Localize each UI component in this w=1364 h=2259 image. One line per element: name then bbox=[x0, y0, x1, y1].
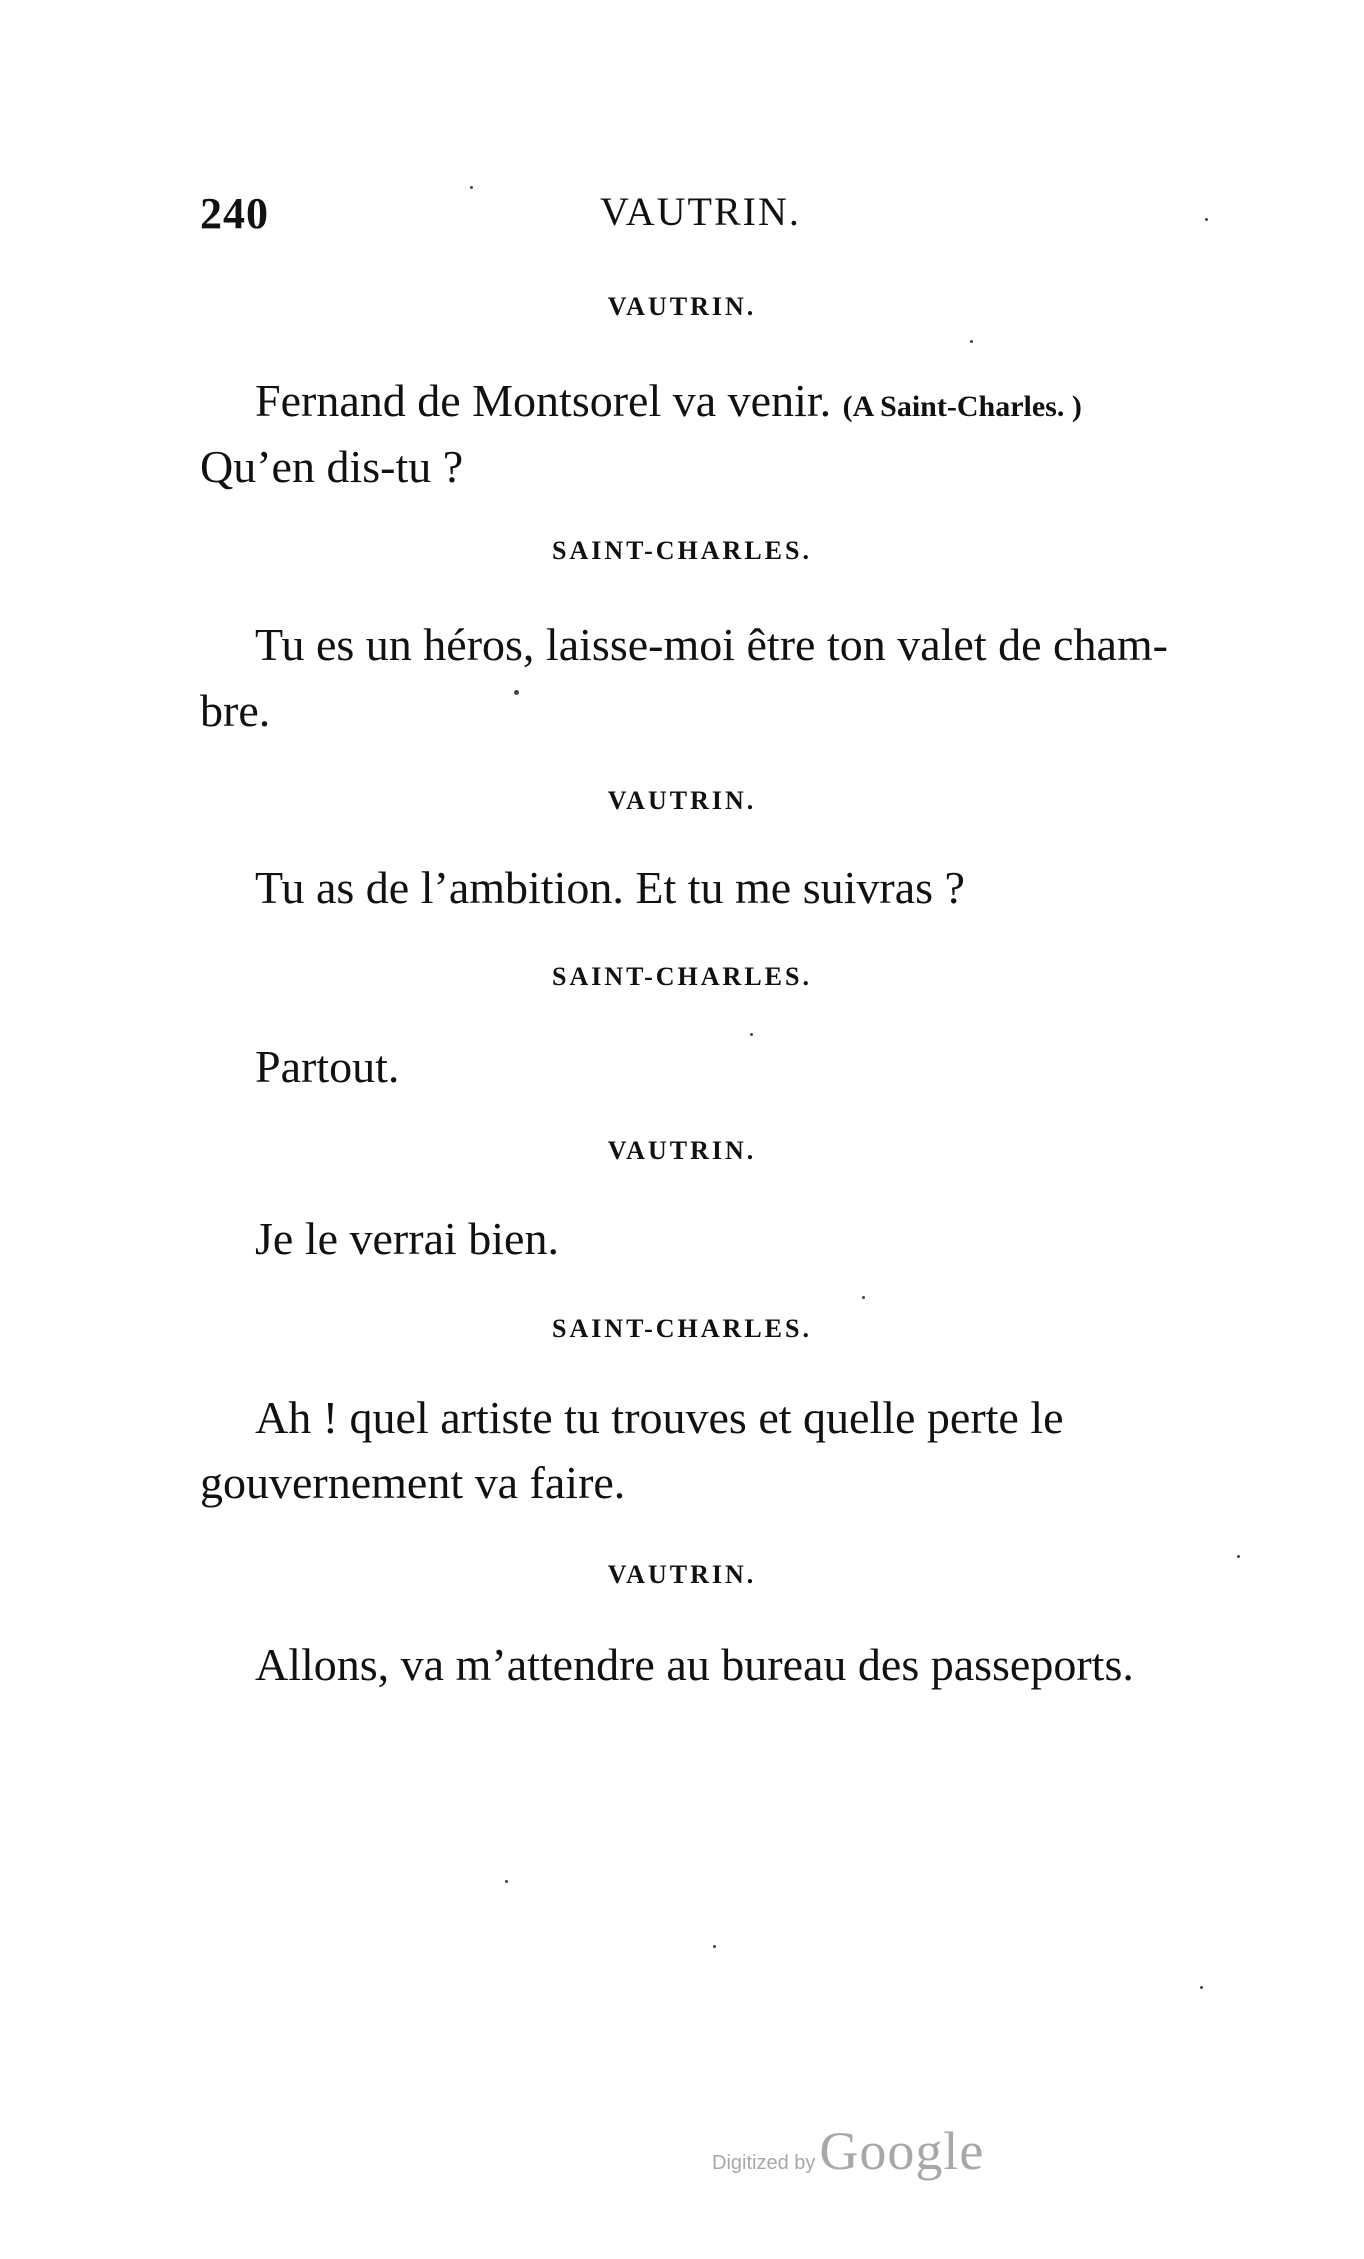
dialogue-line bbox=[200, 612, 1200, 678]
dialogue-text: Allons, va m’attendre au bureau des passeports. bbox=[255, 1639, 1134, 1690]
scan-speck bbox=[470, 186, 473, 189]
dialogue-line bbox=[200, 368, 1200, 440]
dialogue-line bbox=[200, 855, 1200, 921]
speaker-name: VAUTRIN. bbox=[607, 292, 757, 321]
scan-speck bbox=[505, 1880, 508, 1883]
dialogue-line: Qu’en dis-tu ? bbox=[200, 441, 464, 492]
running-title: VAUTRIN. bbox=[600, 189, 801, 234]
dialogue-text: Je le verrai bien. bbox=[255, 1213, 559, 1264]
stage-direction: (A Saint-Charles. ) bbox=[842, 390, 1082, 423]
scan-speck bbox=[970, 340, 973, 343]
digitized-label: Digitized by bbox=[712, 2152, 816, 2174]
dialogue-text: Tu es un héros, laisse-moi être ton valet de cham- bbox=[255, 619, 1168, 670]
dialogue-line bbox=[200, 1034, 1200, 1100]
speaker-name: SAINT-CHARLES. bbox=[552, 536, 812, 565]
dialogue-text: Fernand de Montsorel va venir. bbox=[255, 375, 832, 426]
dialogue-line bbox=[200, 1632, 1200, 1698]
page-number: 240 bbox=[200, 189, 269, 238]
speaker-name: SAINT-CHARLES. bbox=[552, 1314, 812, 1343]
scan-speck bbox=[862, 1296, 865, 1299]
scan-speck bbox=[514, 690, 519, 695]
scan-speck bbox=[1205, 218, 1208, 221]
scan-speck bbox=[1200, 1986, 1203, 1989]
dialogue-line bbox=[200, 1206, 1200, 1272]
scan-speck bbox=[1237, 1555, 1240, 1558]
dialogue-text: Ah ! quel artiste tu trouves et quelle perte le bbox=[255, 1392, 1064, 1443]
speaker-name: VAUTRIN. bbox=[607, 1136, 757, 1165]
speaker-name: VAUTRIN. bbox=[607, 786, 757, 815]
dialogue-text: Partout. bbox=[255, 1041, 400, 1092]
speaker-name: VAUTRIN. bbox=[607, 1560, 757, 1589]
dialogue-line bbox=[200, 1385, 1200, 1451]
dialogue-line: bre. bbox=[200, 685, 271, 736]
dialogue-text: Tu as de l’ambition. Et tu me suivras ? bbox=[255, 862, 965, 913]
digitized-by-google-watermark bbox=[712, 2120, 984, 2190]
scan-speck bbox=[713, 1945, 716, 1948]
dialogue-line: gouvernement va faire. bbox=[200, 1457, 626, 1508]
speaker-name: SAINT-CHARLES. bbox=[552, 962, 812, 991]
page-header bbox=[200, 188, 1200, 248]
scan-speck bbox=[750, 1033, 753, 1036]
google-logo: Google bbox=[819, 2121, 985, 2181]
